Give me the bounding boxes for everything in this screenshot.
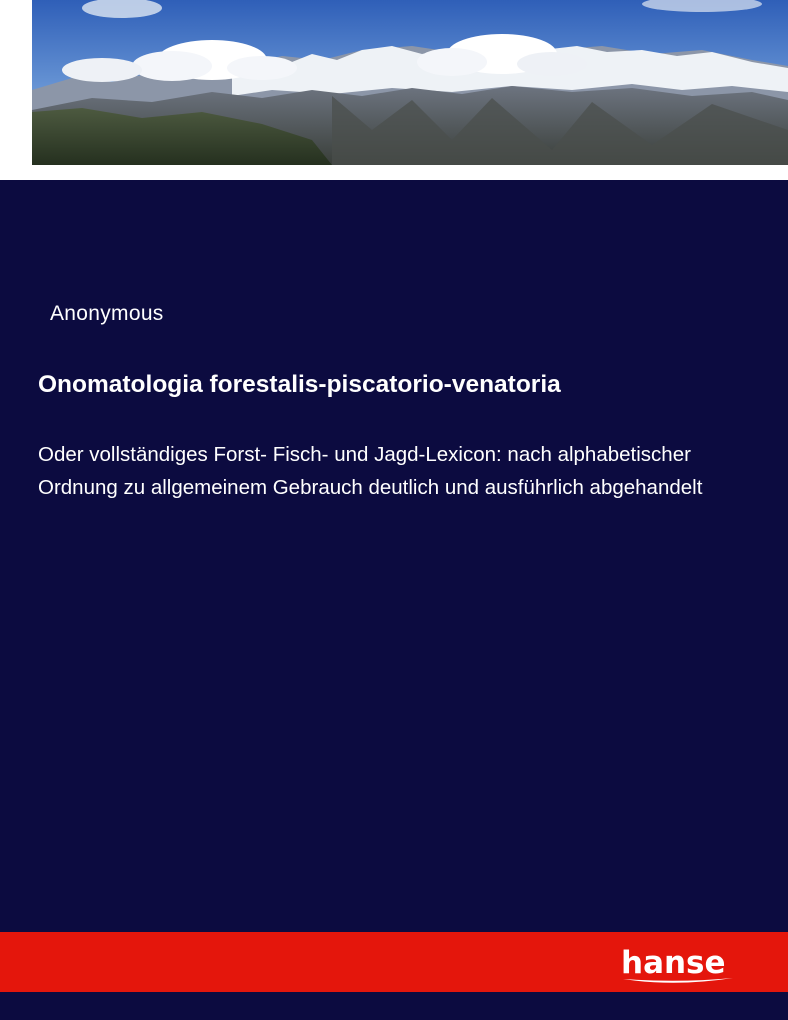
cover-background <box>0 180 788 932</box>
logo-text: hanse <box>621 945 726 981</box>
hanse-logo <box>615 941 745 987</box>
mountain-panorama-image <box>32 0 788 165</box>
bottom-band <box>0 992 788 1020</box>
book-title: Onomatologia forestalis-piscatorio-venatoria <box>38 371 561 398</box>
cover-photo-mountains <box>32 0 788 165</box>
author-name: Anonymous <box>50 302 164 325</box>
hanse-logo-mark <box>615 941 745 987</box>
book-subtitle: Oder vollständiges Forst- Fisch- und Jagd-Lexicon: nach alphabetischer Ordnung zu allgemeinem Gebrauch deutlich und ausführlich abgehandelt <box>38 443 703 499</box>
